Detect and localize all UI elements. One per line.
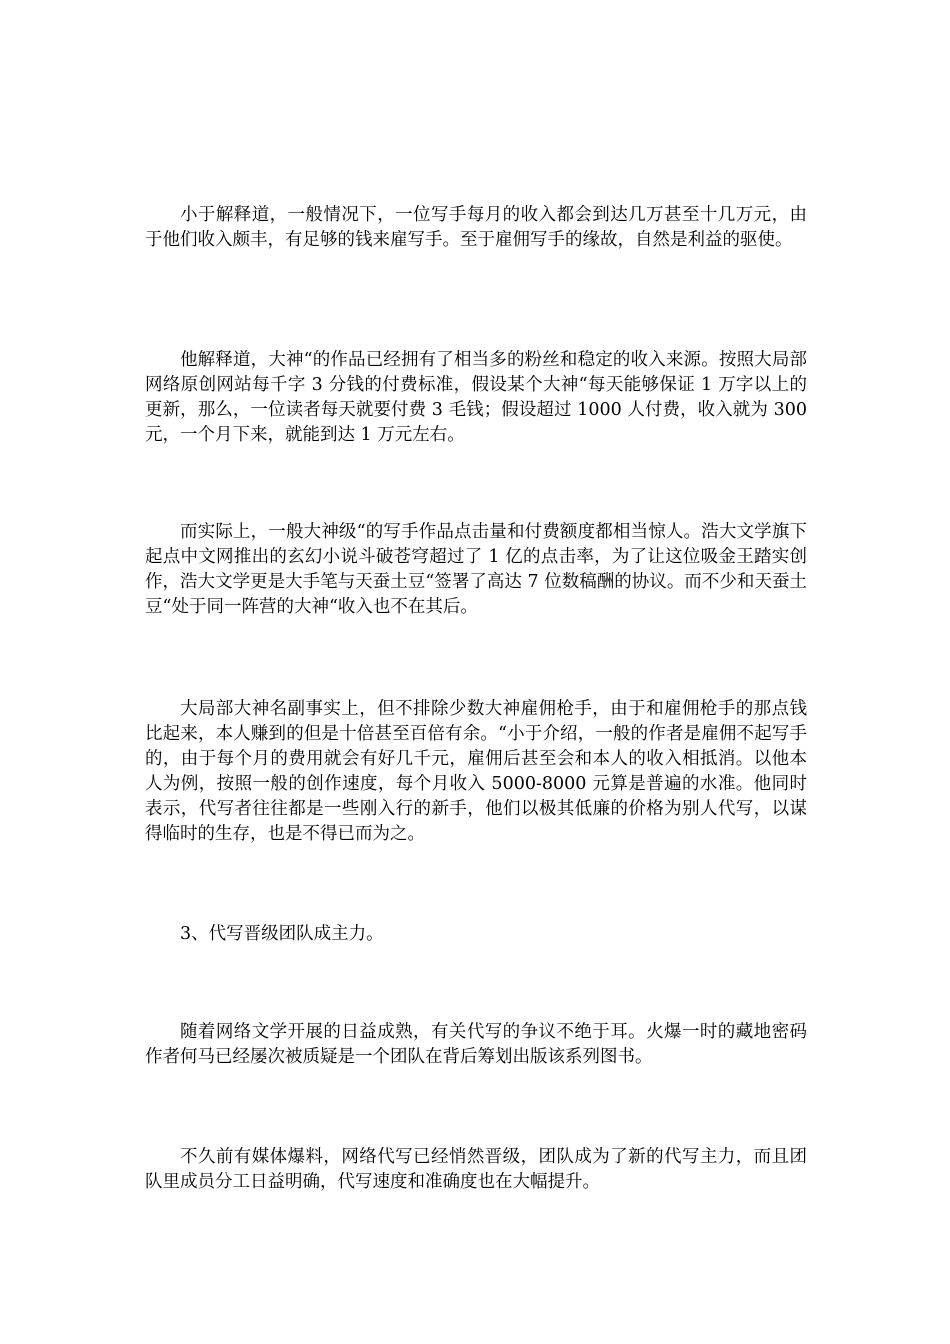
paragraph-3: 而实际上，一般大神级“的写手作品点击量和付费额度都相当惊人。浩大文学旗下起点中文网推出的玄幻小说斗破苍穹超过了 1 亿的点击率，为了让这位吸金王踏实创作，浩大文学更是大手笔与天蚕土豆“签署了高达 7 位数稿酬的协议。而不少和天蚕土豆“处于同一阵营的大神“收入也不在其后。 (145, 522, 807, 617)
paragraph-6: 随着网络文学开展的日益成熟，有关代写的争议不绝于耳。火爆一时的藏地密码作者何马已经屡次被质疑是一个团队在背后筹划出版该系列图书。 (145, 1022, 807, 1067)
section-heading: 3、代写晋级团队成主力。 (180, 924, 384, 944)
paragraph-2: 他解释道，大神“的作品已经拥有了相当多的粉丝和稳定的收入来源。按照大局部网络原创网站每千字 3 分钱的付费标准，假设某个大神“每天能够保证 1 万字以上的更新，那么，一位读者每天就要付费 3 毛钱；假设超过 1000 人付费，收入就为 300 元，一个月下来，就能到达 1 万元左右。 (145, 350, 807, 445)
paragraph-1: 小于解释道，一般情况下，一位写手每月的收入都会到达几万甚至十几万元，由于他们收入颇丰，有足够的钱来雇写手。至于雇佣写手的缘故，自然是利益的驱使。 (145, 205, 807, 250)
paragraph-7: 不久前有媒体爆料，网络代写已经悄然晋级，团队成为了新的代写主力，而且团队里成员分工日益明确，代写速度和准确度也在大幅提升。 (145, 1147, 807, 1192)
paragraph-4: 大局部大神名副事实上，但不排除少数大神雇佣枪手，由于和雇佣枪手的那点钱比起来，本人赚到的但是十倍甚至百倍有余。“小于介绍，一般的作者是雇佣不起写手的，由于每个月的费用就会有好几千元，雇佣后甚至会和本人的收入相抵消。以他本人为例，按照一般的创作速度，每个月收入 5000-8000 元算是普遍的水准。他同时表示，代写者往往都是一些刚入行的新手，他们以极其低廉的价格为别人代写，以谋得临时的生存，也是不得已而为之。 (145, 699, 807, 844)
